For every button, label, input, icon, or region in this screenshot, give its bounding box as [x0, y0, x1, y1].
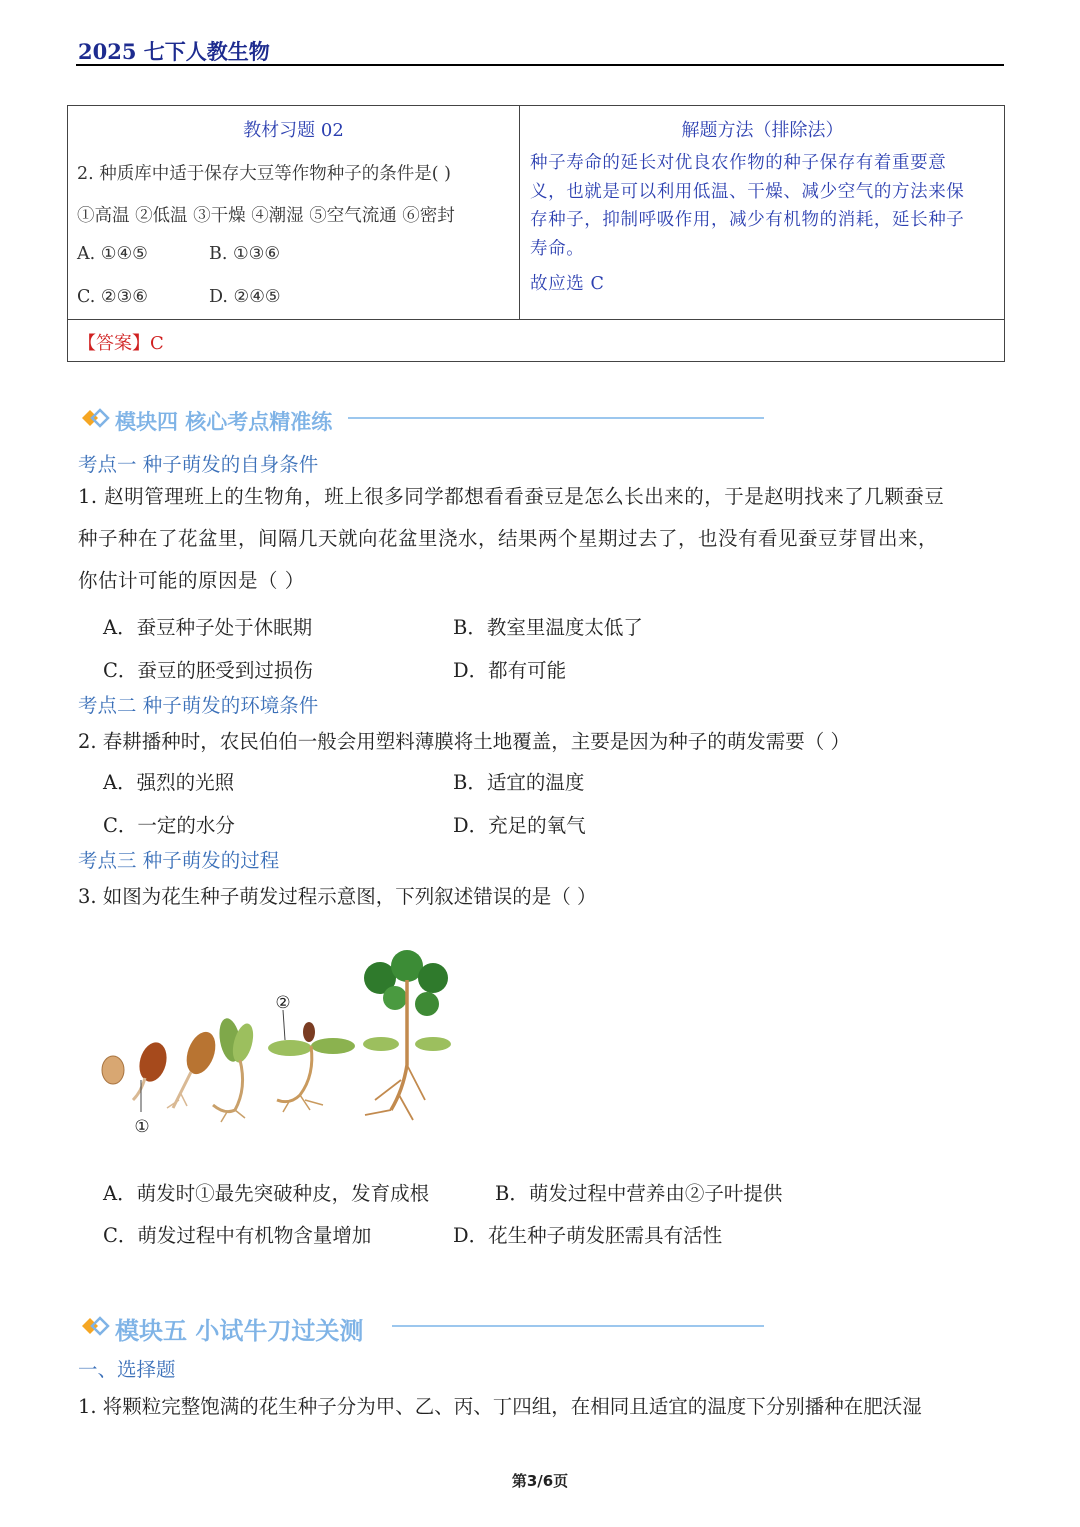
document-header-title: 2025 七下人教生物: [78, 39, 270, 64]
k2-option-c: C．一定的水分: [103, 814, 235, 837]
k1-line: 种子种在了花盆里，间隔几天就向花盆里浇水，结果两个星期过去了，也没有看见蚕豆芽冒出来，: [78, 527, 939, 550]
k2-title: 考点二 种子萌发的环境条件: [78, 694, 319, 717]
module4-title: 模块四 核心考点精准练: [115, 410, 333, 434]
module4-rule: [348, 417, 764, 419]
k2-option-a: A．强烈的光照: [103, 771, 235, 794]
page-number: 第3/6页: [511, 1472, 569, 1490]
k2-question: 2. 春耕播种时，农民伯伯一般会用塑料薄膜将土地覆盖，主要是因为种子的萌发需要（ ）: [78, 730, 851, 753]
table-divider-horizontal: [68, 319, 1004, 320]
exercise-table: [67, 105, 1005, 362]
method-conclusion: 故应选 C: [530, 274, 605, 294]
method-title: 解题方法（排除法）: [681, 120, 844, 141]
method-line: 义，也就是可以利用低温、干燥、减少空气的方法来保: [530, 181, 965, 202]
k1-option-c: C．蚕豆的胚受到过损伤: [103, 659, 313, 682]
answer-value: C: [150, 333, 164, 354]
peanut-germination-figure: [95, 940, 465, 1140]
figure-label-1: ①: [134, 1117, 150, 1137]
k3-option-d: D．花生种子萌发胚需具有活性: [453, 1224, 723, 1247]
k3-option-b: B．萌发过程中营养由②子叶提供: [495, 1182, 783, 1205]
k3-title: 考点三 种子萌发的过程: [78, 849, 280, 872]
module5-question: 1. 将颗粒完整饱满的花生种子分为甲、乙、丙、丁四组，在相同且适宜的温度下分别播种在肥沃湿: [78, 1395, 922, 1418]
k1-line: 你估计可能的原因是（ ）: [78, 569, 305, 592]
exercise-option-b: B. ①③⑥: [209, 244, 281, 264]
answer-label: 【答案】: [78, 333, 150, 354]
method-text: [530, 149, 1000, 263]
k2-option-b: B．适宜的温度: [453, 771, 585, 794]
section-title: 一、选择题: [78, 1358, 176, 1381]
k3-option-c: C．萌发过程中有机物含量增加: [103, 1224, 372, 1247]
module5-rule: [392, 1325, 764, 1327]
k1-option-a: A．蚕豆种子处于休眠期: [103, 616, 313, 639]
header-rule: [76, 64, 1004, 66]
k2-option-d: D．充足的氧气: [453, 814, 586, 837]
module-diamond-icon: [82, 407, 110, 429]
exercise-title: 教材习题 02: [243, 120, 344, 141]
exercise-option-d: D. ②④⑤: [209, 287, 281, 307]
answer-line: [78, 329, 164, 355]
k1-title: 考点一 种子萌发的自身条件: [78, 453, 319, 476]
exercise-question: 2. 种质库中适于保存大豆等作物种子的条件是( ): [77, 164, 451, 184]
k1-line: 1. 赵明管理班上的生物角，班上很多同学都想看看蚕豆是怎么长出来的，于是赵明找来了几颗蚕豆: [78, 485, 945, 508]
method-line: 寿命。: [530, 238, 585, 259]
exercise-option-c: C. ②③⑥: [77, 287, 148, 307]
method-line: 种子寿命的延长对优良农作物的种子保存有着重要意: [530, 153, 947, 173]
k3-option-a: A．萌发时①最先突破种皮，发育成根: [103, 1182, 430, 1205]
exercise-conditions: ①高温 ②低温 ③干燥 ④潮湿 ⑤空气流通 ⑥密封: [77, 206, 455, 226]
k3-question: 3. 如图为花生种子萌发过程示意图，下列叙述错误的是（ ）: [78, 885, 597, 908]
module-diamond-icon: [82, 1315, 110, 1337]
k1-option-b: B．教室里温度太低了: [453, 616, 643, 639]
k1-question: [78, 476, 944, 602]
k1-option-d: D．都有可能: [453, 659, 567, 682]
exercise-option-a: A. ①④⑤: [77, 244, 148, 264]
figure-label-2: ②: [275, 993, 291, 1013]
module5-title: 模块五 小试牛刀过关测: [115, 1317, 364, 1345]
method-line: 存种子，抑制呼吸作用，减少有机物的消耗，延长种子: [530, 210, 965, 230]
